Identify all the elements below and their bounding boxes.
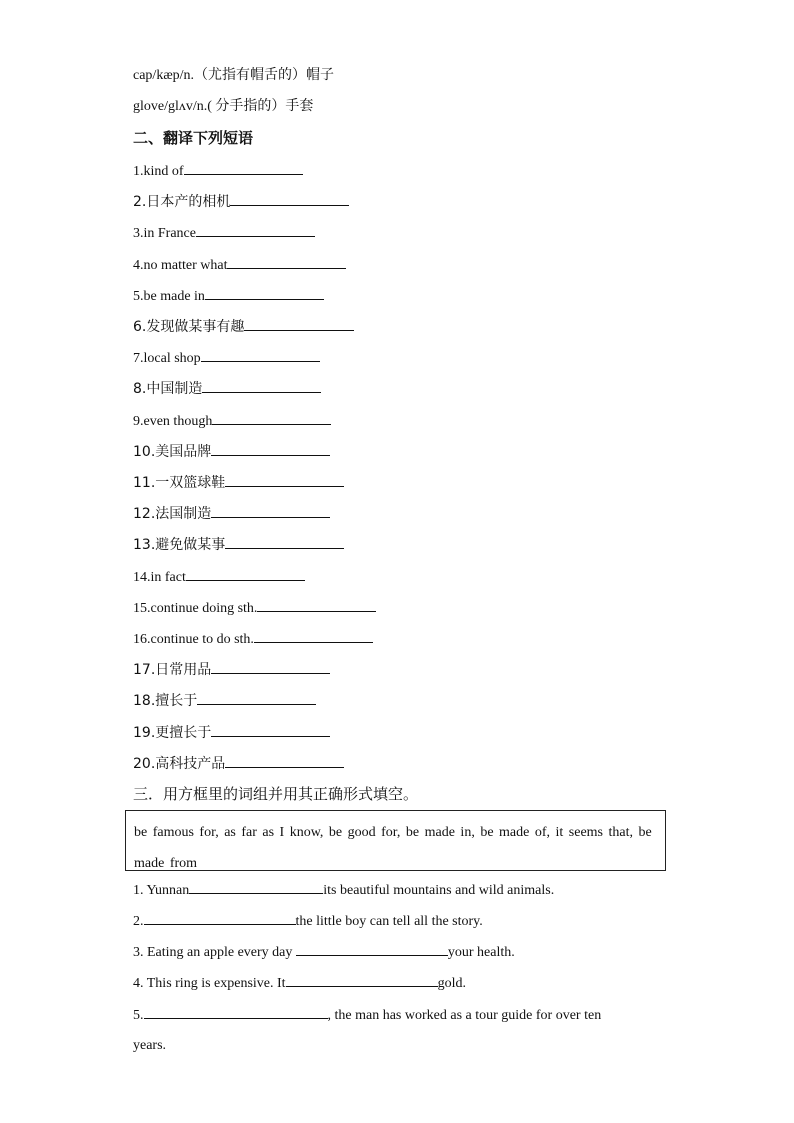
phrase-item-10 bbox=[133, 441, 330, 462]
answer-blank[interactable] bbox=[286, 972, 438, 987]
phrase-item-12 bbox=[133, 503, 330, 524]
phrase-item-13 bbox=[133, 534, 344, 555]
answer-blank[interactable] bbox=[189, 879, 323, 894]
phrase-item-20 bbox=[133, 753, 344, 774]
question-prefix: 3. Eating an apple every day bbox=[133, 945, 296, 960]
fill-question-5-continued: years. bbox=[133, 1038, 167, 1053]
answer-blank[interactable] bbox=[144, 1004, 328, 1019]
phrase-item-1 bbox=[133, 160, 303, 182]
answer-blank[interactable] bbox=[211, 503, 330, 518]
phrase-text: 14.in fact bbox=[133, 570, 186, 585]
phrase-text: 9.even though bbox=[133, 414, 213, 429]
answer-blank[interactable] bbox=[211, 659, 330, 674]
answer-blank[interactable] bbox=[244, 316, 354, 331]
phrase-text: 3.in France bbox=[133, 226, 196, 241]
answer-blank[interactable] bbox=[211, 441, 330, 456]
phrase-item-11 bbox=[133, 472, 344, 493]
answer-blank[interactable] bbox=[227, 254, 346, 269]
question-prefix: 1. Yunnan bbox=[133, 883, 190, 898]
answer-blank[interactable] bbox=[186, 566, 305, 581]
answer-blank[interactable] bbox=[196, 222, 315, 237]
question-suffix: , the man has worked as a tour guide for over ten bbox=[327, 1008, 602, 1023]
vocab-glove: glove/glʌv/n.( 分手指的）手套 bbox=[133, 99, 314, 114]
phrase-text: 18.擅长于 bbox=[133, 693, 198, 709]
fill-question-1 bbox=[133, 879, 554, 901]
phrase-item-2 bbox=[133, 191, 349, 212]
phrase-text: 2.日本产的相机 bbox=[133, 194, 231, 210]
vocab-cap: cap/kæp/n.（尤指有帽舌的）帽子 bbox=[133, 68, 335, 83]
answer-blank[interactable] bbox=[230, 191, 349, 206]
phrase-text: 12.法国制造 bbox=[133, 506, 212, 522]
answer-blank[interactable] bbox=[205, 285, 324, 300]
phrase-text: 8.中国制造 bbox=[133, 381, 203, 397]
phrase-item-18 bbox=[133, 690, 316, 711]
answer-blank[interactable] bbox=[144, 910, 296, 925]
answer-blank[interactable] bbox=[184, 160, 303, 175]
section-3-title: 三．用方框里的词组并用其正确形式填空。 bbox=[133, 785, 419, 803]
question-suffix: gold. bbox=[437, 976, 466, 991]
fill-question-2 bbox=[133, 910, 483, 932]
phrase-text: 7.local shop bbox=[133, 351, 201, 366]
phrase-item-4 bbox=[133, 254, 346, 276]
answer-blank[interactable] bbox=[225, 534, 344, 549]
answer-blank[interactable] bbox=[225, 753, 344, 768]
fill-question-5 bbox=[133, 1004, 601, 1026]
answer-blank[interactable] bbox=[254, 628, 373, 643]
phrase-item-16 bbox=[133, 628, 373, 650]
phrase-text: 19.更擅长于 bbox=[133, 725, 212, 741]
phrase-item-15 bbox=[133, 597, 376, 619]
phrase-item-7 bbox=[133, 347, 320, 369]
answer-blank[interactable] bbox=[212, 410, 331, 425]
phrase-text: 17.日常用品 bbox=[133, 662, 212, 678]
phrase-text: 13.避免做某事 bbox=[133, 537, 226, 553]
phrase-text: 4.no matter what bbox=[133, 258, 228, 273]
phrase-item-3 bbox=[133, 222, 315, 244]
phrase-text: 15.continue doing sth. bbox=[133, 601, 258, 616]
question-suffix: the little boy can tell all the story. bbox=[295, 914, 483, 929]
answer-blank[interactable] bbox=[202, 378, 321, 393]
question-prefix: 5. bbox=[133, 1008, 144, 1023]
question-prefix: 2. bbox=[133, 914, 144, 929]
question-prefix: 4. This ring is expensive. It bbox=[133, 976, 286, 991]
phrase-text: 16.continue to do sth. bbox=[133, 632, 254, 647]
phrase-item-5 bbox=[133, 285, 324, 307]
answer-blank[interactable] bbox=[257, 597, 376, 612]
question-suffix: its beautiful mountains and wild animals. bbox=[323, 883, 555, 898]
phrase-text: 11.一双篮球鞋 bbox=[133, 475, 226, 491]
phrase-text: 10.美国品牌 bbox=[133, 444, 212, 460]
phrase-text: 20.高科技产品 bbox=[133, 756, 226, 772]
section-2-title: 二、翻译下列短语 bbox=[133, 129, 254, 147]
fill-question-3 bbox=[133, 941, 515, 963]
phrase-text: 5.be made in bbox=[133, 289, 205, 304]
fill-question-4 bbox=[133, 972, 466, 994]
answer-blank[interactable] bbox=[296, 941, 448, 956]
phrase-item-8 bbox=[133, 378, 321, 399]
phrase-text: 6.发现做某事有趣 bbox=[133, 319, 245, 335]
phrase-item-19 bbox=[133, 722, 330, 743]
phrase-text: 1.kind of bbox=[133, 164, 184, 179]
answer-blank[interactable] bbox=[211, 722, 330, 737]
answer-blank[interactable] bbox=[201, 347, 320, 362]
answer-blank[interactable] bbox=[197, 690, 316, 705]
question-suffix: your health. bbox=[447, 945, 515, 960]
phrase-item-14 bbox=[133, 566, 305, 588]
phrase-box: be famous for, as far as I know, be good for, be made in, be made of, it seems that, be made from bbox=[125, 810, 666, 871]
answer-blank[interactable] bbox=[225, 472, 344, 487]
phrase-item-6 bbox=[133, 316, 354, 337]
phrase-item-9 bbox=[133, 410, 331, 432]
phrase-item-17 bbox=[133, 659, 330, 680]
